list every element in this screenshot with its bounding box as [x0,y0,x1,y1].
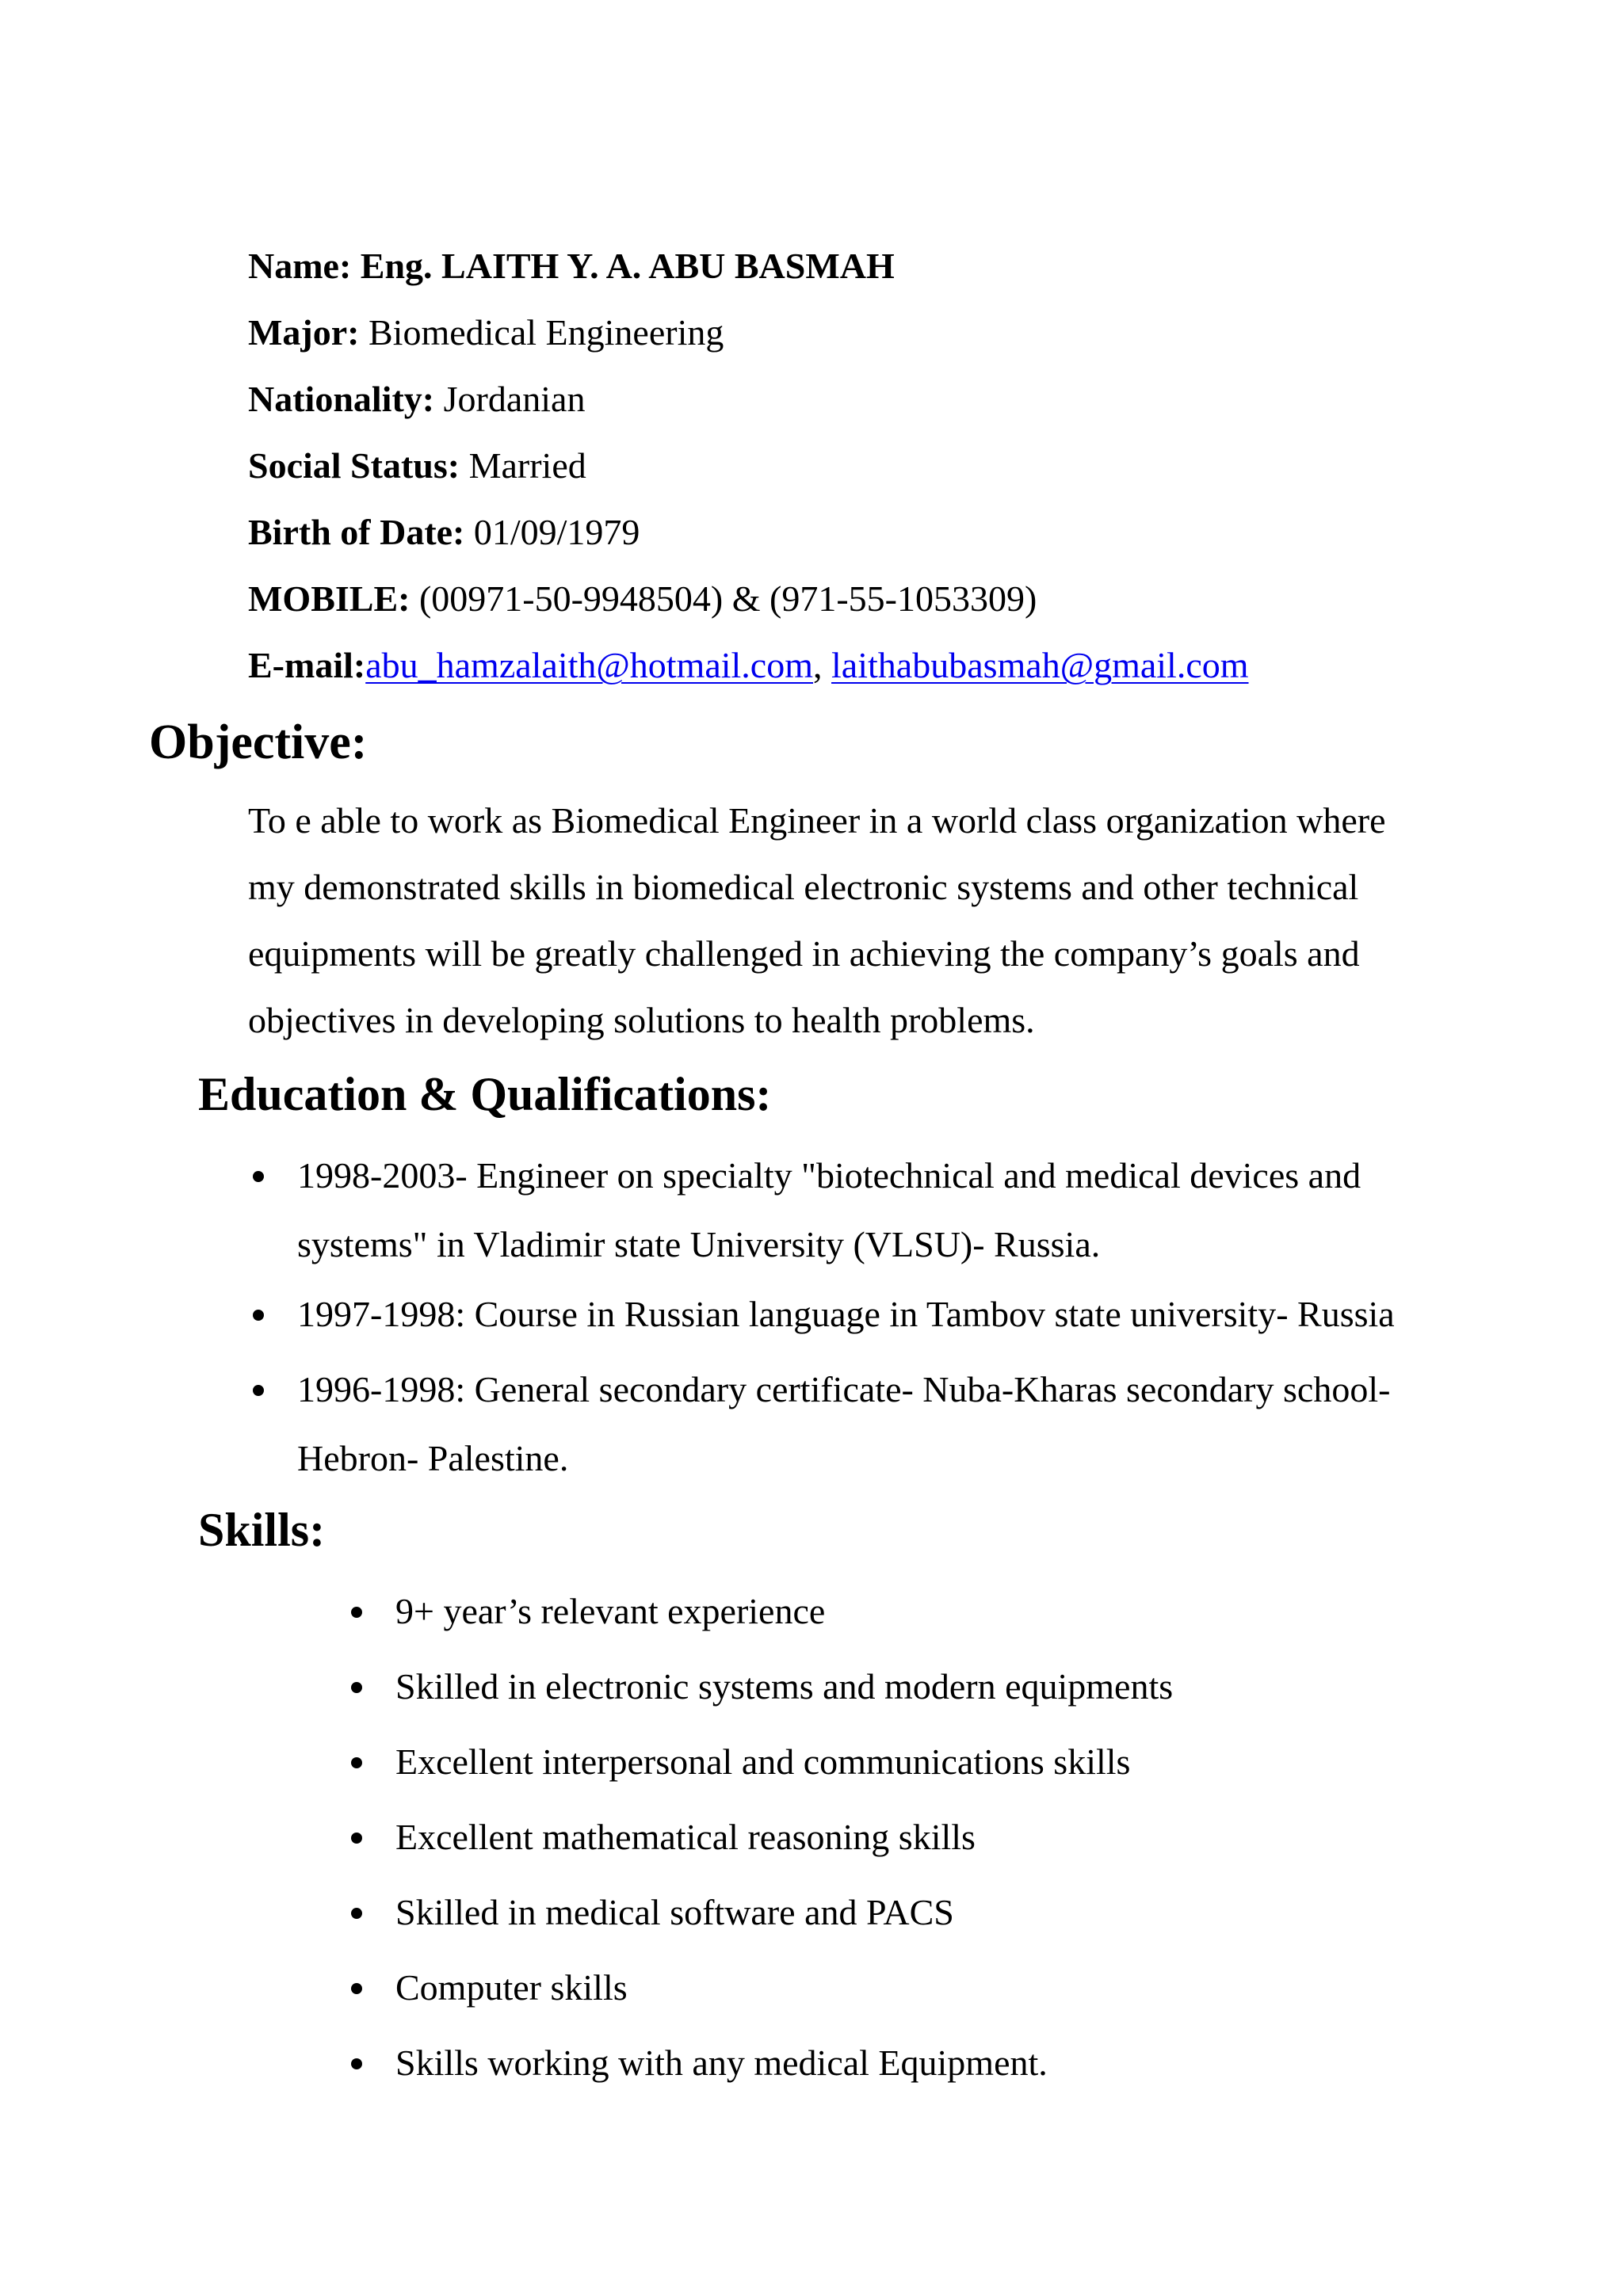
birth-date-line [248,509,640,556]
email-link-hotmail[interactable]: abu_hamzalaith@hotmail.com [365,645,814,685]
social-status-label: Social Status: [248,445,460,486]
skill-item-label: Excellent mathematical reasoning skills [395,1817,976,1857]
email-separator: , [813,645,832,685]
social-status-line [248,442,586,490]
major-line [248,309,724,357]
objective-line-2: my demonstrated skills in biomedical electronic systems and other technical [248,867,1359,907]
objective-line-4: objectives in developing solutions to health problems. [248,1000,1035,1040]
mobile-label: MOBILE: [248,578,411,619]
email-link-gmail[interactable]: laithabubasmah@gmail.com [831,645,1249,685]
skill-item-label: Skills working with any medical Equipment. [395,2042,1048,2083]
education-item-line: 1996-1998: General secondary certificate- Nuba-Kharas secondary school- [297,1369,1391,1409]
name-line [248,242,895,290]
major-label: Major: [248,312,360,353]
email-line [248,642,1249,689]
skill-item-label: 9+ year’s relevant experience [395,1591,826,1631]
education-item-line: 1998-2003- Engineer on specialty "biotechnical and medical devices and [297,1155,1361,1196]
major-value: Biomedical Engineering [359,312,724,353]
bullet-icon [351,1983,362,1994]
mobile-value: (00971-50-9948504) & (971-55-1053309) [410,578,1037,619]
bullet-icon [253,1171,264,1182]
birth-date-label: Birth of Date: [248,512,465,552]
bullet-icon [253,1310,264,1321]
skill-item-label: Computer skills [395,1967,628,2008]
education-item-line: 1997-1998: Course in Russian language in Tambov state university- Russia [297,1294,1395,1334]
objective-line-3: equipments will be greatly challenged in achieving the company’s goals and [248,933,1360,974]
social-status-value: Married [460,445,586,486]
bullet-icon [351,2058,362,2069]
objective-line-1: To e able to work as Biomedical Engineer in a world class organization where [248,800,1386,841]
skills-heading: Skills: [198,1504,326,1556]
skill-item-label: Excellent interpersonal and communications skills [395,1741,1131,1782]
nationality-value: Jordanian [434,379,586,419]
bullet-icon [253,1385,264,1396]
bullet-icon [351,1908,362,1919]
objective-heading: Objective: [149,715,368,769]
bullet-icon [351,1682,362,1693]
email-label: E-mail: [248,645,366,685]
education-heading: Education & Qualifications: [198,1068,772,1120]
bullet-icon [351,1833,362,1844]
bullet-icon [351,1757,362,1768]
nationality-line [248,376,585,423]
nationality-label: Nationality: [248,379,435,419]
education-item-line: systems" in Vladimir state University (VLSU)- Russia. [297,1224,1101,1264]
education-item-line: Hebron- Palestine. [297,1438,569,1478]
mobile-line [248,575,1037,623]
bullet-icon [351,1607,362,1618]
name-value: Eng. LAITH Y. A. ABU BASMAH [360,246,895,286]
name-label: Name: [248,246,361,286]
birth-date-value: 01/09/1979 [464,512,640,552]
skill-item-label: Skilled in electronic systems and modern equipments [395,1666,1174,1707]
skill-item-label: Skilled in medical software and PACS [395,1892,954,1932]
